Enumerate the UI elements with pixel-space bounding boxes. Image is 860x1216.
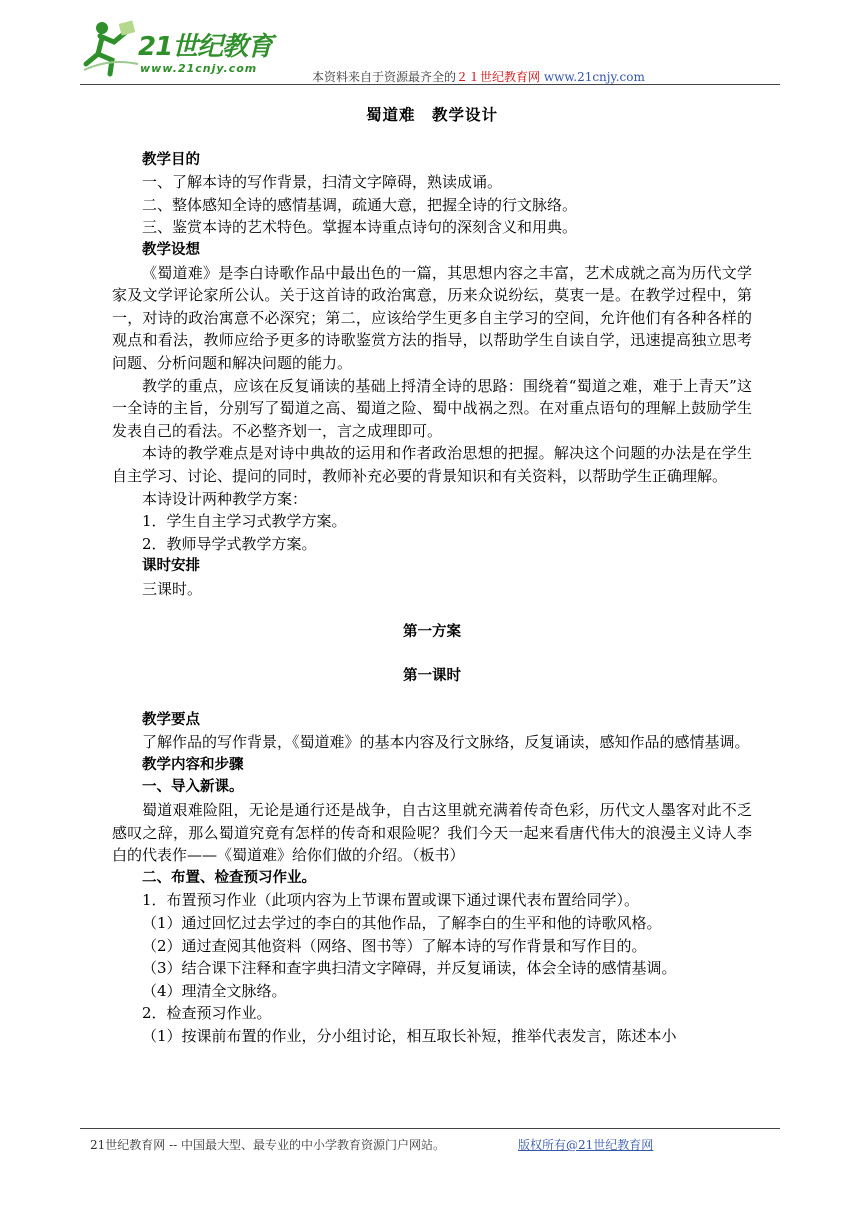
concept-paragraph: 本诗的教学难点是对诗中典故的运用和作者政治思想的把握。解决这个问题的办法是在学生自主学习、讨论、提问的同时，教师补充必要的背景知识和有关资料，以帮助学生正确理解。 xyxy=(112,444,752,485)
runner-logo-icon xyxy=(80,18,140,78)
step2-item: （3）结合课下注释和查字典扫清文字障碍，并反复诵读，体会全诗的感情基调。 xyxy=(142,959,677,978)
logo-text: 21世纪教育 xyxy=(138,32,273,62)
header-note-site: ２１世纪教育网 xyxy=(456,70,541,84)
step2-item: （1）按课前布置的作业，分小组讨论，相互取长补短，推举代表发言，陈述本小 xyxy=(142,1026,677,1045)
key-paragraph: 了解作品的写作背景，《蜀道难》的基本内容及行文脉络，反复诵读，感知作品的感情基调。 xyxy=(142,733,750,752)
header-note xyxy=(312,68,645,85)
step1-heading: 一、导入新课。 xyxy=(142,779,244,796)
step2-item: （1）通过回忆过去学过的李白的其他作品，了解李白的生平和他的诗歌风格。 xyxy=(142,914,662,932)
step2-item: （4）理清全文脉络。 xyxy=(142,981,287,1000)
objective-item: 二、整体感知全诗的感情基调，疏通大意，把握全诗的行文脉络。 xyxy=(142,195,578,214)
schedule-heading: 课时安排 xyxy=(142,558,200,575)
step2-heading: 二、布置、检查预习作业。 xyxy=(142,869,316,886)
objectives-heading: 教学目的 xyxy=(142,151,200,168)
concept-heading: 教学设想 xyxy=(142,241,200,258)
steps-heading: 教学内容和步骤 xyxy=(142,756,244,773)
plan-item: 2．教师导学式教学方案。 xyxy=(142,534,317,553)
document-title: 蜀道难 教学设计 xyxy=(365,105,498,124)
document-body xyxy=(112,104,752,1048)
objective-item: 一、了解本诗的写作背景，扫清文字障碍，熟读成诵。 xyxy=(142,173,503,192)
objective-item: 三、鉴赏本诗的艺术特色。掌握本诗重点诗句的深刻含义和用典。 xyxy=(142,218,578,237)
header-note-url[interactable]: www.21cnjy.com xyxy=(543,70,645,84)
plan-item: 1．学生自主学习式教学方案。 xyxy=(142,512,347,531)
header-note-prefix: 本资料来自于资源最齐全的 xyxy=(312,70,457,84)
step2-item: 1．布置预习作业（此项内容为上节课布置或课下通过课代表布置给同学）。 xyxy=(142,891,640,910)
step2-item: （2）通过查阅其他资料（网络、图书等）了解本诗的写作背景和写作目的。 xyxy=(142,936,647,955)
step1-paragraph: 蜀道艰难险阻，无论是通行还是战争，自古这里就充满着传奇色彩，历代文人墨客对此不乏感叹之辞，那么蜀道究竟有怎样的传奇和艰险呢？我们今天一起来看唐代伟大的浪漫主义诗人李白的代表作——《蜀道难》给你们做的介绍。（板书） xyxy=(112,801,752,865)
footer-divider xyxy=(80,1128,780,1129)
schedule-text: 三课时。 xyxy=(142,579,203,598)
logo xyxy=(80,18,280,82)
plan-one-heading: 第一方案 xyxy=(403,624,461,641)
page-footer xyxy=(80,1128,780,1152)
concept-paragraph: 教学的重点，应该在反复诵读的基础上捋清全诗的思路：围绕着“蜀道之难，难于上青天”这一全诗的主旨，分别写了蜀道之高、蜀道之险、蜀中战祸之烈。在对重点语句的理解上鼓励学生发表自己的看法。不必整齐划一，言之成理即可。 xyxy=(112,376,752,440)
copyright-link[interactable]: 版权所有@21世纪教育网 xyxy=(518,1138,654,1152)
page-header xyxy=(80,18,780,86)
concept-paragraph: 《蜀道难》是李白诗歌作品中最出色的一篇，其思想内容之丰富，艺术成就之高为历代文学家及文学评论家所公认。关于这首诗的政治寓意，历来众说纷纭，莫衷一是。在教学过程中，第一，对诗的政治寓意不必深究；第二，应该给学生更多自主学习的空间，允许他们有各种各样的观点和看法，教师应给予更多的诗歌鉴赏方法的指导，以帮助学生自读自学，迅速提高独立思考问题、分析问题和解决问题的能力。 xyxy=(112,263,752,372)
header-divider xyxy=(80,84,780,85)
concept-paragraph: 本诗设计两种教学方案： xyxy=(142,489,308,508)
footer-text: 21世纪教育网 -- 中国最大型、最专业的中小学教育资源门户网站。 xyxy=(90,1138,446,1152)
lesson-one-heading: 第一课时 xyxy=(403,668,461,685)
step2-item: 2．检查预习作业。 xyxy=(142,1004,272,1023)
key-heading: 教学要点 xyxy=(142,711,200,728)
logo-url: www.21cnjy.com xyxy=(140,62,258,75)
